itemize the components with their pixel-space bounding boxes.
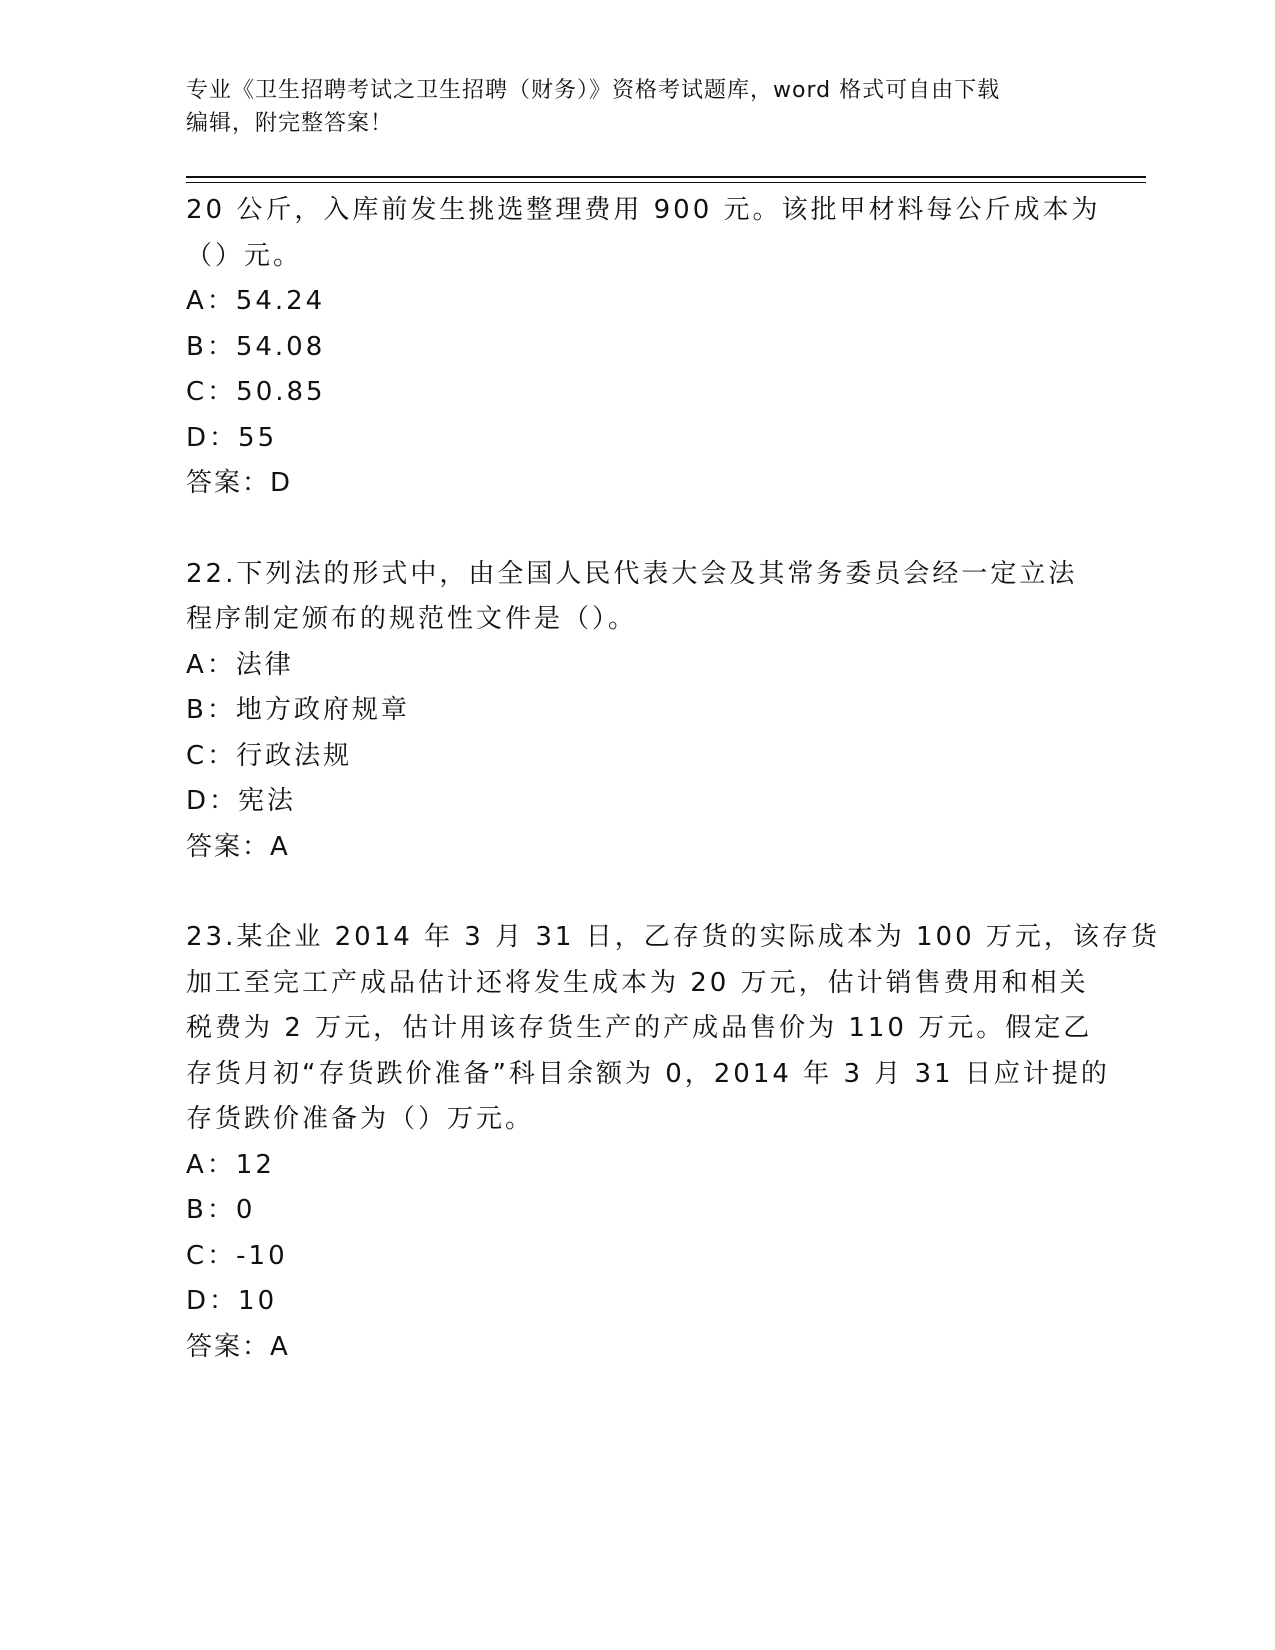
option-b: B：地方政府规章: [186, 695, 410, 725]
option-d: D：宪法: [186, 786, 297, 816]
question-text-line: 存货跌价准备为（）万元。: [186, 1104, 535, 1134]
question-text-line: 20 公斤，入库前发生挑选整理费用 900 元。该批甲材料每公斤成本为: [186, 195, 1101, 225]
option-a: A：12: [186, 1149, 275, 1180]
option-d: D：55: [186, 422, 278, 453]
option-b: B：0: [186, 1195, 256, 1225]
question-23: [186, 915, 1160, 1370]
question-text-line: 税费为 2 万元，估计用该存货生产的产成品售价为 110 万元。假定乙: [186, 1013, 1093, 1043]
answer: 答案：A: [186, 831, 290, 862]
option-a: A：法律: [186, 649, 294, 680]
question-21: [186, 188, 1101, 507]
question-text-line: （）元。: [186, 240, 303, 271]
answer: 答案：D: [186, 468, 293, 498]
question-text-line: 程序制定颁布的规范性文件是（）。: [186, 604, 638, 634]
header-line-1: 专业《卫生招聘考试之卫生招聘（财务）》资格考试题库，word 格式可自由下载: [186, 78, 1001, 103]
option-c: C：行政法规: [186, 740, 353, 771]
option-d: D：10: [186, 1286, 278, 1316]
page-header: [186, 74, 1086, 140]
question-22: [186, 552, 1086, 871]
option-a: A：54.24: [186, 286, 326, 316]
option-b: B：54.08: [186, 331, 326, 362]
header-line-2: 编辑，附完整答案！: [186, 111, 394, 136]
header-divider: [186, 176, 1146, 178]
question-text-line: 加工至完工产成品估计还将发生成本为 20 万元，估计销售费用和相关: [186, 967, 1089, 998]
question-text-line: 存货月初“存货跌价准备”科目余额为 0，2014 年 3 月 31 日应计提的: [186, 1058, 1110, 1089]
question-list: [186, 188, 1160, 1370]
question-text-line: 22.下列法的形式中，由全国人民代表大会及其常务委员会经一定立法: [186, 558, 1078, 589]
option-c: C：-10: [186, 1240, 288, 1271]
option-c: C：50.85: [186, 377, 326, 407]
answer: 答案：A: [186, 1331, 290, 1362]
header-divider-thin: [186, 182, 1146, 183]
question-text-line: 23.某企业 2014 年 3 月 31 日，乙存货的实际成本为 100 万元，该存货: [186, 922, 1160, 952]
